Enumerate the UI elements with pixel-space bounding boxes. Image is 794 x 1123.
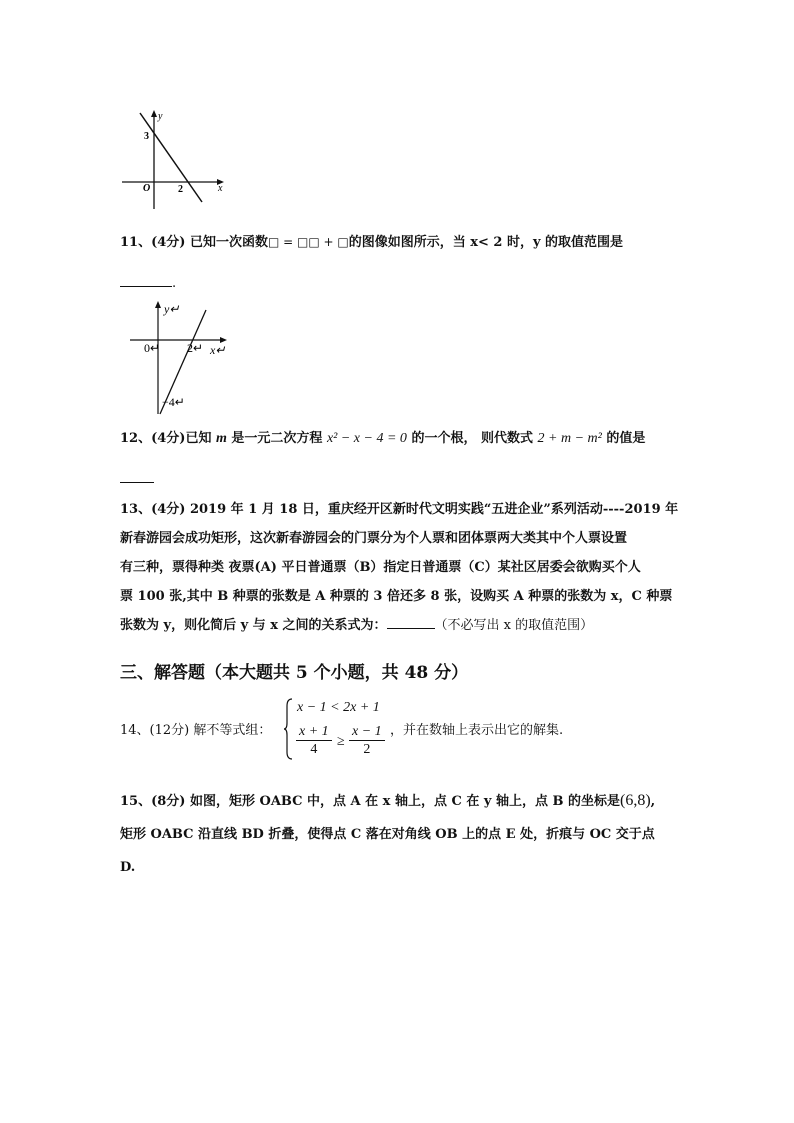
graph2-y-arrow bbox=[155, 301, 161, 308]
graph-line-increasing bbox=[124, 298, 236, 416]
q14-prefix: 14、(12分) 解不等式组： bbox=[120, 723, 272, 738]
q15-point-b: (6,8) bbox=[620, 792, 651, 809]
q13-line-3: 有三种，票得种类 夜票(A) 平日普通票（B）指定日普通票（C）某社区居委会欲购买个人 bbox=[120, 560, 641, 575]
q12-blank bbox=[120, 482, 154, 483]
graph1-x-intercept: 2 bbox=[178, 184, 183, 195]
q12-mid2: 的一个根， 则代数式 bbox=[411, 431, 533, 446]
q12-mid1: 是一元二次方程 bbox=[231, 431, 323, 446]
graph2-y-label: y↵ bbox=[164, 302, 180, 316]
graph1-y-intercept: 3 bbox=[144, 131, 149, 142]
q14-suffix: ，并在数轴上表示出它的解集. bbox=[390, 723, 564, 738]
q14-geq-sign: ≥ bbox=[337, 734, 345, 749]
graph1-y-arrow bbox=[151, 110, 157, 117]
q13-line-2: 新春游园会成功矩形，这次新春游园会的门票分为个人票和团体票两大类其中个人票设置 bbox=[120, 531, 628, 546]
q12-prefix: 12、(4分)已知 bbox=[120, 431, 212, 446]
graph2-x-intercept: 2↵ bbox=[187, 341, 204, 355]
q12-expression: 2 + m − m² bbox=[537, 431, 602, 446]
q15-line-1 bbox=[120, 784, 655, 818]
q15-line-2: 矩形 OABC 沿直线 BD 折叠，使得点 C 落在对角线 OB 上的点 E 处，折痕与 OC 交于点 bbox=[120, 827, 655, 842]
q11-blank bbox=[120, 272, 172, 287]
q12-suffix: 的值是 bbox=[606, 431, 646, 446]
q13-line-5-post: （不必写出 x 的取值范围） bbox=[434, 618, 594, 633]
graph-line-decreasing bbox=[118, 105, 233, 213]
q14-frac1-numerator: x + 1 bbox=[296, 723, 332, 741]
q15-line-1-post: , bbox=[650, 794, 656, 809]
q14-fraction-1 bbox=[296, 723, 332, 758]
q13-line-5 bbox=[120, 611, 678, 640]
question-15 bbox=[120, 784, 655, 884]
q13-line-4: 票 100 张,其中 B 种票的张数是 A 种票的 3 倍还多 8 张，设购买 A 种票的张数为 x，C 种票 bbox=[120, 589, 673, 604]
q11-answer-line bbox=[120, 272, 176, 294]
graph1-origin-label: O bbox=[143, 183, 151, 194]
q15-line-3: D. bbox=[120, 860, 136, 875]
q15-line-1-pre: 15、(8分) 如图，矩形 OABC 中，点 A 在 x 轴上，点 C 在 y 轴上，点 B 的坐标是 bbox=[120, 794, 620, 809]
q13-line-5-pre: 张数为 y，则化简后 y 与 x 之间的关系式为： bbox=[120, 618, 387, 633]
q12-variable-m: m bbox=[215, 431, 227, 446]
q11-suffix: 的图像如图所示，当 x< 2 时，y 的取值范围是 bbox=[348, 235, 624, 250]
question-12 bbox=[120, 429, 645, 449]
graph2-y-intercept: −4↵ bbox=[162, 395, 185, 409]
q14-frac2-numerator: x − 1 bbox=[349, 723, 385, 741]
q13-blank bbox=[387, 614, 435, 629]
section-3-heading: 三、解答题（本大题共 5 个小题，共 48 分） bbox=[120, 663, 469, 683]
q14-inequality-1: x − 1 < 2x + 1 bbox=[297, 700, 380, 715]
q14-frac2-denominator: 2 bbox=[363, 742, 371, 757]
question-13 bbox=[120, 495, 678, 640]
q14-system-brace bbox=[284, 698, 294, 760]
question-11 bbox=[120, 232, 623, 253]
graph1-x-label: x bbox=[218, 183, 223, 194]
q12-equation: x² − x − 4 = 0 bbox=[326, 431, 407, 446]
graph2-x-label: x↵ bbox=[210, 343, 226, 357]
q13-line-1: 13、(4分) 2019 年 1 月 18 日，重庆经开区新时代文明实践“五进企业”系列活动----2019 年 bbox=[120, 502, 679, 517]
q14-fraction-2 bbox=[349, 723, 385, 758]
graph2-origin-label: 0↵ bbox=[144, 341, 161, 355]
q11-prefix: 11、(4分) 已知一次函数 bbox=[120, 235, 268, 250]
q14-frac1-denominator: 4 bbox=[310, 742, 318, 757]
q11-blank-end: . bbox=[172, 276, 177, 291]
q11-formula: □ = □□ + □ bbox=[267, 235, 349, 249]
graph1-y-label: y bbox=[158, 111, 163, 122]
